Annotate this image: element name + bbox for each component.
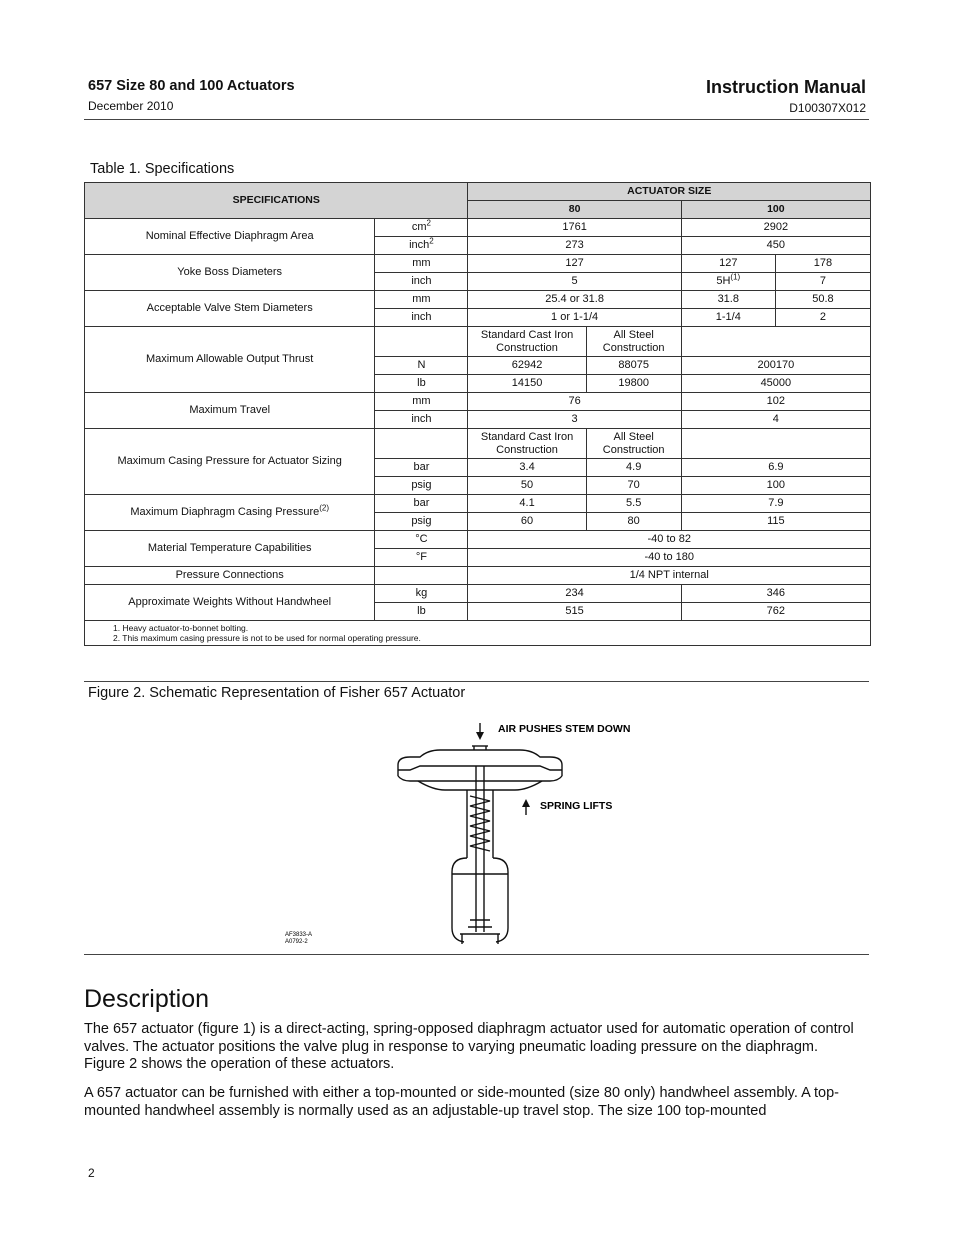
value-cell: 5.5 xyxy=(586,495,681,513)
section-heading: Description xyxy=(84,985,210,1013)
value-cell: 62942 xyxy=(468,357,586,375)
unit-cell: mm xyxy=(375,393,468,411)
unit-cell-empty xyxy=(375,327,468,357)
value-cell: 1/4 NPT internal xyxy=(468,567,871,585)
figure-divider-bottom xyxy=(84,954,869,955)
value-cell: 346 xyxy=(681,585,870,603)
unit-cell: $cm^2$ xyxy=(375,219,468,237)
value-cell: 2902 xyxy=(681,219,870,237)
air-label: AIR PUSHES STEM DOWN xyxy=(498,723,631,735)
value-cell: 450 xyxy=(681,237,870,255)
value-cell: 5 xyxy=(468,273,681,291)
value-cell: 115 xyxy=(681,513,870,531)
value-cell: 80 xyxy=(586,513,681,531)
subheader-all-steel: All Steel Construction xyxy=(586,327,681,357)
value-cell: 14150 xyxy=(468,375,586,393)
unit-cell: inch xyxy=(375,411,468,429)
unit-cell-empty xyxy=(375,567,468,585)
actuator-schematic xyxy=(0,700,954,952)
row-label-casing-pressure-sizing: Maximum Casing Pressure for Actuator Sizing xyxy=(85,429,375,495)
subheader-cast-iron: Standard Cast Iron Construction xyxy=(468,429,586,459)
value-cell: 70 xyxy=(586,477,681,495)
unit-cell: bar xyxy=(375,495,468,513)
page-number: 2 xyxy=(88,1166,95,1180)
figure-divider-top xyxy=(84,681,869,682)
value-cell: 76 xyxy=(468,393,681,411)
value-cell: 60 xyxy=(468,513,586,531)
unit-cell: lb xyxy=(375,375,468,393)
value-cell: 234 xyxy=(468,585,681,603)
value-cell: $5H^{(1)}$ xyxy=(681,273,775,291)
table-footnotes xyxy=(85,621,871,646)
row-label-stem-diameters: Acceptable Valve Stem Diameters xyxy=(85,291,375,327)
value-cell: 1 or 1-1/4 xyxy=(468,309,681,327)
unit-cell: psig xyxy=(375,477,468,495)
value-cell: 3.4 xyxy=(468,459,586,477)
subheader-all-steel: All Steel Construction xyxy=(586,429,681,459)
paragraph: A 657 actuator can be furnished with either a top-mounted or side-mounted (size 80 only) handwheel assembly. A top-mounted handwheel assembly is normally used as an adjustable-up travel stop. The size 100 top-mounted xyxy=(84,1085,839,1119)
unit-cell: lb xyxy=(375,603,468,621)
value-cell: 178 xyxy=(775,255,870,273)
manual-title: Instruction Manual xyxy=(705,77,866,97)
unit-cell: °F xyxy=(375,549,468,567)
value-cell: 50 xyxy=(468,477,586,495)
value-cell: 25.4 or 31.8 xyxy=(468,291,681,309)
unit-cell: mm xyxy=(375,255,468,273)
table-caption: Table 1. Specifications xyxy=(90,161,235,177)
value-cell: 1-1/4 xyxy=(681,309,775,327)
row-label-yoke-boss: Yoke Boss Diameters xyxy=(85,255,375,291)
air-arrow-icon xyxy=(476,732,484,740)
value-cell: 1761 xyxy=(468,219,681,237)
value-cell: 273 xyxy=(468,237,681,255)
document-number: D100307X012 xyxy=(789,101,866,115)
figure-code: AF3833-A xyxy=(285,932,313,938)
value-cell: 7.9 xyxy=(681,495,870,513)
value-cell: 19800 xyxy=(586,375,681,393)
specifications-table xyxy=(84,182,871,646)
value-cell: 45000 xyxy=(681,375,870,393)
figure-code: A0792-2 xyxy=(285,939,308,945)
unit-cell: °C xyxy=(375,531,468,549)
value-cell: 762 xyxy=(681,603,870,621)
header-actuator-size: ACTUATOR SIZE xyxy=(468,183,871,201)
spring-label: SPRING LIFTS xyxy=(540,800,613,812)
unit-cell: inch xyxy=(375,309,468,327)
value-cell: 3 xyxy=(468,411,681,429)
value-cell: 4.9 xyxy=(586,459,681,477)
document-header-right xyxy=(706,77,866,115)
unit-cell: N xyxy=(375,357,468,375)
unit-cell: kg xyxy=(375,585,468,603)
row-label-diaphragm-area: Nominal Effective Diaphragm Area xyxy=(85,219,375,255)
document-header-left xyxy=(88,78,295,113)
footnote: 2. This maximum casing pressure is not to be used for normal operating pressure. xyxy=(113,633,421,643)
unit-cell: mm xyxy=(375,291,468,309)
value-cell: 515 xyxy=(468,603,681,621)
value-cell: 31.8 xyxy=(681,291,775,309)
value-cell: -40 to 180 xyxy=(468,549,871,567)
unit-cell: inch$^2$ xyxy=(375,237,468,255)
document-date: December 2010 xyxy=(88,99,174,113)
row-label-diaphragm-casing-pressure: Maximum Diaphragm Casing Pressure$^{(2)}$ xyxy=(85,495,375,531)
footnote: 1. Heavy actuator-to-bonnet bolting. xyxy=(113,623,249,633)
value-cell: 7 xyxy=(775,273,870,291)
row-label-pressure-connections: Pressure Connections xyxy=(85,567,375,585)
value-cell: -40 to 82 xyxy=(468,531,871,549)
unit-cell: bar xyxy=(375,459,468,477)
value-cell-empty xyxy=(681,429,870,459)
value-cell: 200170 xyxy=(681,357,870,375)
value-cell: 4 xyxy=(681,411,870,429)
row-label-output-thrust: Maximum Allowable Output Thrust xyxy=(85,327,375,393)
figure-caption: Figure 2. Schematic Representation of Fisher 657 Actuator xyxy=(88,685,466,701)
value-cell-empty xyxy=(681,327,870,357)
value-cell: 127 xyxy=(681,255,775,273)
header-divider xyxy=(84,119,869,120)
unit-cell: psig xyxy=(375,513,468,531)
paragraph: The 657 actuator (figure 1) is a direct-acting, spring-opposed diaphragm actuator used for automatic operation of control valves. The actuator positions the valve plug in response to varying pneumatic loading pressure on the diaphragm. Figure 2 shows the operation of these actuators. xyxy=(84,1021,854,1072)
header-size-80: 80 xyxy=(468,201,681,219)
unit-cell-empty xyxy=(375,429,468,459)
value-cell: 2 xyxy=(775,309,870,327)
value-cell: 6.9 xyxy=(681,459,870,477)
value-cell: 4.1 xyxy=(468,495,586,513)
row-label-temperature: Material Temperature Capabilities xyxy=(85,531,375,567)
row-label-weights: Approximate Weights Without Handwheel xyxy=(85,585,375,621)
document-title: 657 Size 80 and 100 Actuators xyxy=(88,78,295,94)
header-size-100: 100 xyxy=(681,201,870,219)
value-cell: 100 xyxy=(681,477,870,495)
value-cell: 50.8 xyxy=(775,291,870,309)
header-specifications: SPECIFICATIONS xyxy=(85,183,468,219)
value-cell: 88075 xyxy=(586,357,681,375)
spring-arrow-icon xyxy=(522,799,530,807)
value-cell: 102 xyxy=(681,393,870,411)
unit-cell: inch xyxy=(375,273,468,291)
subheader-cast-iron: Standard Cast Iron Construction xyxy=(468,327,586,357)
value-cell: 127 xyxy=(468,255,681,273)
row-label-maximum-travel: Maximum Travel xyxy=(85,393,375,429)
